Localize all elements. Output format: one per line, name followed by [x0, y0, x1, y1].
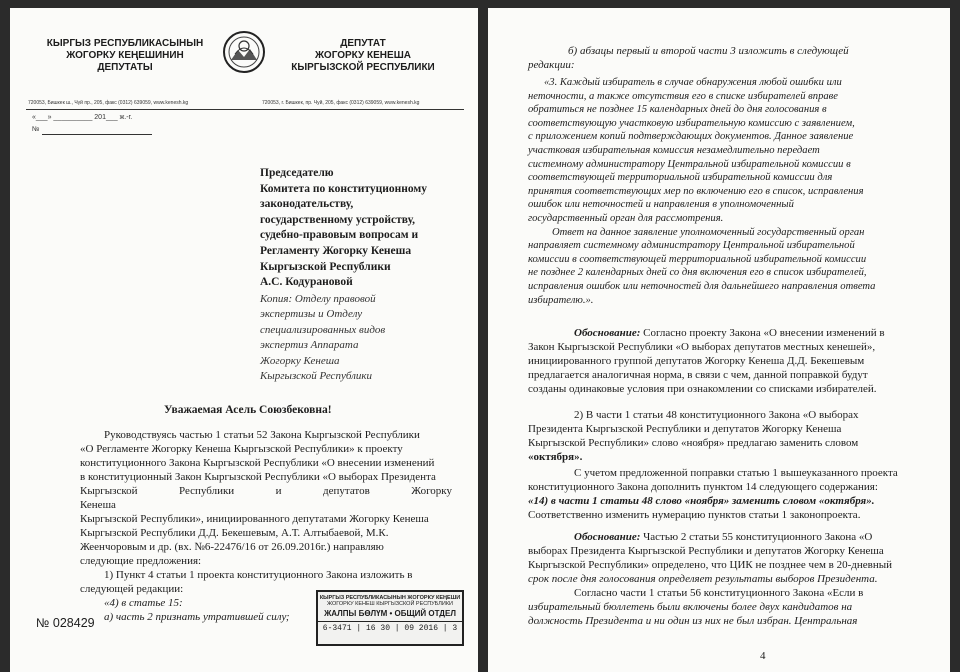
- quote-line: избирателю.».: [528, 294, 594, 306]
- addressee-line: судебно-правовым вопросам и: [260, 229, 419, 242]
- addressee-line: законодательству,: [260, 198, 354, 211]
- body-line: Кыргызской Республики» определено, что ЦИК не позднее чем в 20-дневный: [528, 559, 892, 571]
- body-line: конституционного Закона дополнить пунктом 14 следующего содержания:: [528, 481, 878, 493]
- quote-line: «3. Каждый избиратель в случае обнаружения любой ошибки или: [544, 77, 842, 88]
- addressee-line: Регламенту Жогорку Кенеша: [260, 244, 412, 257]
- body-line: [528, 530, 928, 544]
- page-number: 4: [760, 650, 766, 662]
- body-line: «14) в части 1 статьи 48 слово «ноября» заменить словом «октября».: [528, 495, 875, 507]
- quote-line: обратиться не позднее 15 календарных дней до дня голосования в: [528, 104, 827, 116]
- body-line: должность Президента и ни один из них не был избран. Центральная: [528, 615, 858, 627]
- body-line: следующие предложения:: [80, 555, 202, 567]
- quote-line: участковая избирательная комиссия незамедлительно передает: [528, 144, 820, 156]
- body-line: Жеенчоровым и др. (вх. №6-22476/16 от 26.09.2016г.) направляю: [80, 541, 384, 553]
- body-line: срок после дня голосования определяет результаты выборов Президента.: [528, 573, 878, 585]
- body-line: выборах Президента Кыргызской Республики и депутатов Жогорку Кенеша: [528, 545, 884, 557]
- registration-stamp: [316, 590, 464, 646]
- quote-line: Ответ на данное заявление уполномоченный государственный орган: [552, 226, 865, 238]
- body-line: конституционного Закона Кыргызской Республики «О внесении изменений: [80, 457, 435, 469]
- justification-1: [528, 326, 928, 396]
- body-line: Кыргызской Республики Д.Д. Бекешевым, А.Т. Алтыбаевой, М.К.: [80, 527, 389, 539]
- quote-line: принятия соответствующих мер по включению его в список, исправления: [528, 185, 864, 197]
- justification-label: Обоснование:: [574, 531, 641, 543]
- copy-line: Кыргызской Республики: [260, 370, 373, 383]
- body-line: Руководствуясь частью 1 статьи 52 Закона Кыргызской Республики: [104, 429, 420, 441]
- body-text: Частью 2 статьи 55 конституционного Закона «О: [640, 531, 873, 543]
- quote-line: направляет системному администратору Центральной избирательной: [528, 240, 855, 252]
- number-line: №: [32, 126, 40, 133]
- copy-line: Копия: Отделу правовой: [260, 293, 376, 305]
- stamp-line: КЫРГЫЗ РЕСПУБЛИКАСЫНЫН ЖОГОРКУ КЕҢЕШИ: [319, 595, 461, 601]
- letterhead-kg-line: ДЕПУТАТЫ: [97, 62, 153, 73]
- addressee-line: Кыргызской Республики: [260, 260, 391, 273]
- body-line: Закон Кыргызской Республики «О выборах депутатов местных кенешей»,: [528, 341, 876, 353]
- quote-line: с приложением копий подтверждающих документов. Данное заявление: [528, 131, 854, 143]
- quote-line: системному администратору Центральной избирательной комиссии в: [528, 158, 851, 170]
- body-line: редакции:: [528, 59, 575, 71]
- address-kg: 720053, Бишкек ш., Чүй пр., 205, факс (0312) 639059, www.kenesh.kg: [28, 100, 189, 106]
- copy-line: экспертиз Аппарата: [260, 339, 359, 352]
- letterhead-ru: [278, 38, 448, 74]
- body-line: Кыргызской Республики» слово «ноября» предлагаю заменить словом: [528, 437, 859, 449]
- date-line: «___» __________ 201___ ж.-г.: [32, 114, 133, 121]
- body-line: Президента Кыргызской Республики и депутатов Жогорку Кенеша: [528, 423, 842, 435]
- justification-label: Обоснование:: [574, 327, 641, 339]
- number-underline: [42, 134, 152, 135]
- addressee-line: государственному устройству,: [260, 213, 416, 226]
- body-line: Соответственно изменить нумерацию пунктов статьи 1 законопроекта.: [528, 509, 861, 521]
- stamp-line: ЖОГОРКУ КЕНЕШ КЫРГЫЗСКОЙ РЕСПУБЛИКИ: [326, 601, 454, 607]
- body-line: а) часть 2 признать утратившей силу;: [104, 611, 290, 623]
- stamp-line: ЖАЛПЫ БӨЛҮМ • ОБЩИЙ ОТДЕЛ: [324, 609, 456, 618]
- right-intro: [528, 44, 928, 72]
- quote-line: государственный орган для рассмотрения.: [528, 212, 724, 224]
- registration-number: № 028429: [36, 616, 95, 630]
- justification-2: [528, 530, 928, 628]
- header-divider: [26, 109, 464, 110]
- letterhead-kg-line: ЖОГОРКУ КЕҢЕШИНИН: [66, 50, 184, 61]
- body-line: 2) В части 1 статьи 48 конституционного Закона «О выборах: [574, 409, 859, 421]
- body-line: 1) Пункт 4 статьи 1 проекта конституционного Закона изложить в: [104, 569, 413, 581]
- letterhead-ru-line: КЫРГЫЗСКОЙ РЕСПУБЛИКИ: [291, 62, 435, 73]
- emblem-icon: [222, 30, 266, 74]
- quoted-amendment: [528, 76, 928, 307]
- body-line: «октября».: [528, 451, 583, 463]
- body-line: С учетом предложенной поправки статью 1 вышеуказанного проекта: [574, 467, 898, 479]
- body-line: б) абзацы первый и второй части 3 изложить в следующей: [568, 45, 849, 57]
- copy-line: Жогорку Кенеша: [260, 354, 340, 367]
- body-line: созданы одинаковые условия при ознакомлении со списками избирателей.: [528, 383, 877, 395]
- body-line: «О Регламенте Жогорку Кенеша Кыргызской Республики» к проекту: [80, 443, 403, 455]
- body-line: в конституционный Закон Кыргызской Республики «О выборах Президента: [80, 471, 436, 483]
- body-line: Согласно части 1 статьи 56 конституционного Закона «Если в: [574, 587, 864, 599]
- body-line: избирательный бюллетень были включены более двух кандидатов на: [528, 601, 853, 613]
- body-line: [528, 326, 928, 340]
- quote-line: ошибок или неточностей и направления в уполномоченный: [528, 199, 794, 211]
- quote-line: исправления ошибок или неточностей для дальнейшего направления ответа: [528, 280, 876, 292]
- body-line: Кыргызской Республики», инициированного депутатами Жогорку Кенеша: [80, 513, 429, 525]
- body-line: Кыргызской Республики и депутатов Жогорку Кенеша: [80, 485, 452, 511]
- copy-to-block: [260, 292, 470, 384]
- address-ru: 720053, г. Бишкек, пр. Чуй, 205, факс (0312) 639059, www.kenesh.kg: [262, 100, 420, 106]
- quote-line: комиссии в соответствующей территориальной избирательной комиссии: [528, 253, 867, 265]
- addressee-block: [260, 166, 470, 291]
- copy-line: экспертизы и Отделу: [260, 308, 363, 321]
- body-line: инициированного группой депутатов Жогорку Кенеша Д.Д. Бекешевым: [528, 355, 865, 367]
- proposal-2: [528, 408, 928, 464]
- body-line: следующей редакции:: [80, 583, 184, 595]
- quote-line: не позднее 2 календарных дней со дня включения его в список избирателей,: [528, 267, 867, 279]
- stamp-line: 6-3471 | 16 30 | 09 2016 | 3: [318, 621, 462, 633]
- salutation: Уважаемая Асель Союзбековна!: [164, 404, 332, 416]
- quote-line: соответствующую участковую избирательную комиссию с заявлением,: [528, 117, 855, 129]
- copy-line: специализированных видов: [260, 323, 386, 336]
- letterhead-kg-line: КЫРГЫЗ РЕСПУБЛИКАСЫНЫН: [46, 38, 204, 49]
- quote-line: неточности, а также отсутствия его в списке избирателей вправе: [528, 90, 838, 102]
- body-line: предлагается аналогичная норма, в связи с чем, данной поправкой будут: [528, 369, 868, 381]
- addressee-line: А.С. Кодурановой: [260, 276, 353, 289]
- addressee-line: Комитета по конституционному: [260, 182, 428, 195]
- quote-line: соответствующей территориальной избирательной комиссии для: [528, 172, 833, 184]
- letterhead-ru-line: ЖОГОРКУ КЕНЕША: [315, 50, 411, 61]
- letterhead-kg: [40, 38, 210, 74]
- letter-page-left: [10, 8, 478, 672]
- addressee-line: Председателю: [260, 167, 334, 179]
- letterhead-ru-line: ДЕПУТАТ: [340, 38, 386, 49]
- proposal-2-addition: [528, 466, 928, 522]
- body-line: «4) в статье 15:: [104, 597, 183, 609]
- letter-page-right: [488, 8, 950, 672]
- body-text: Согласно проекту Закона «О внесении изменений в: [640, 327, 885, 339]
